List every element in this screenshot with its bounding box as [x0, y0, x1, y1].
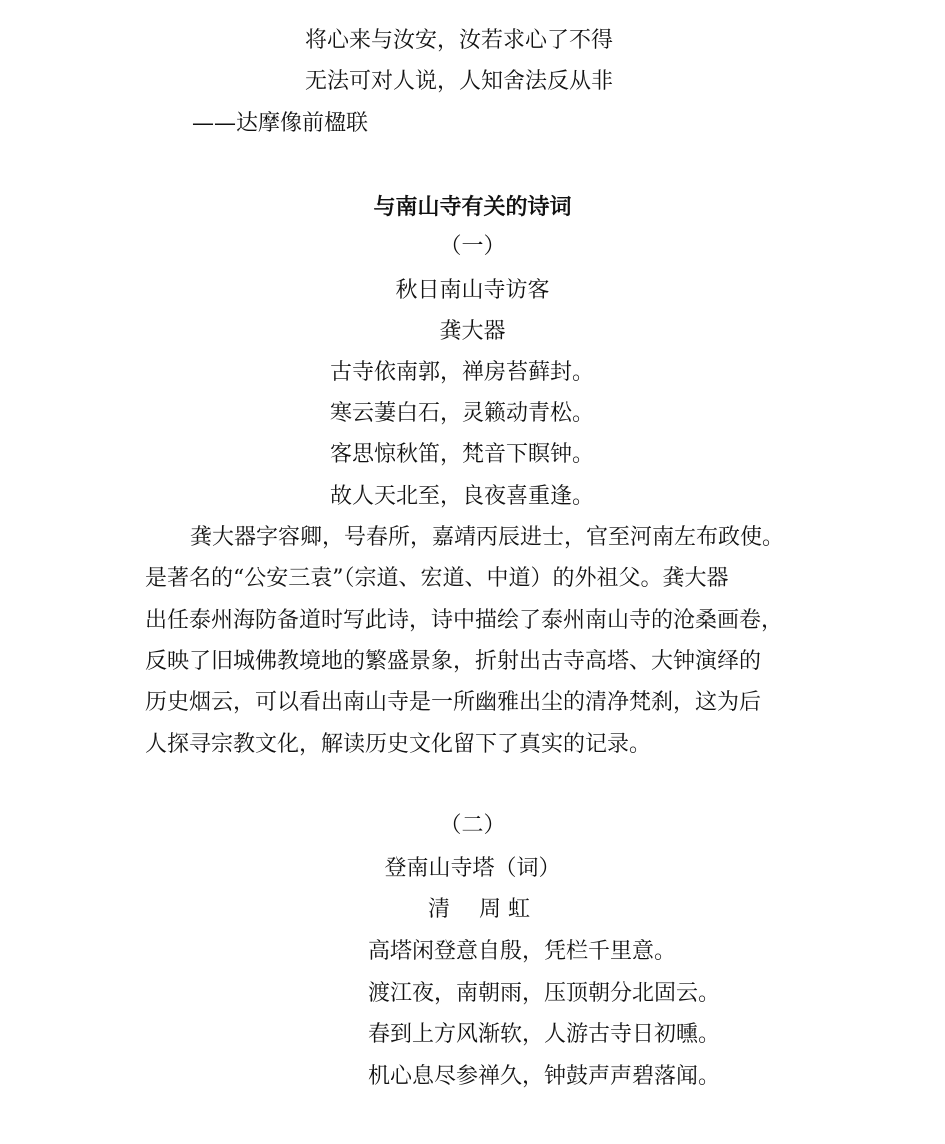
poem2-line-2: 渡江夜，南朝雨，压顶朝分北固云。 [368, 981, 721, 1006]
poem2-line-4: 机心息尽参禅久，钟鼓声声碧落闻。 [368, 1064, 721, 1089]
couplet-attribution: ——达摩像前楹联 [192, 111, 369, 136]
commentary-line-5: 历史烟云，可以看出南山寺是一所幽雅出尘的清净梵刹，这为后 [145, 690, 762, 715]
poem1-line-3: 客思惊秋笛，梵音下瞑钟。 [330, 442, 595, 467]
couplet-line-1: 将心来与汝安，汝若求心了不得 [305, 28, 614, 53]
commentary-line-1: 龚大器字容卿，号春所，嘉靖丙辰进士，官至河南左布政使。 [190, 525, 785, 550]
section-title: 与南山寺有关的诗词 [373, 194, 572, 220]
commentary-line-2: 是著名的“公安三袁”（宗道、宏道、中道）的外祖父。龚大器 [145, 566, 729, 591]
poem2-number: （二） [439, 813, 506, 838]
poem2-line-3: 春到上方风渐软，人游古寺日初曛。 [368, 1022, 721, 1047]
poem2-author: 清 周 虹 [428, 897, 530, 922]
poem2-line-1: 高塔闲登意自殷，凭栏千里意。 [368, 939, 677, 964]
poem1-line-2: 寒云萋白石，灵籁动青松。 [330, 401, 595, 426]
commentary-line-3: 出任泰州海防备道时写此诗，诗中描绘了泰州南山寺的沧桑画卷， [145, 608, 784, 633]
poem1-line-1: 古寺依南郭，禅房苔藓封。 [330, 360, 595, 385]
poem1-number: （一） [439, 234, 506, 259]
commentary-line-6: 人探寻宗教文化，解读历史文化留下了真实的记录。 [145, 732, 652, 757]
poem1-title: 秋日南山寺访客 [395, 278, 550, 303]
poem1-line-4: 故人天北至，良夜喜重逢。 [330, 484, 595, 509]
couplet-line-2: 无法可对人说，人知舍法反从非 [305, 69, 614, 94]
poem2-title: 登南山寺塔（词） [384, 856, 561, 881]
commentary-line-4: 反映了旧城佛教境地的繁盛景象，折射出古寺高塔、大钟演绎的 [145, 649, 762, 674]
poem1-author: 龚大器 [439, 319, 506, 344]
